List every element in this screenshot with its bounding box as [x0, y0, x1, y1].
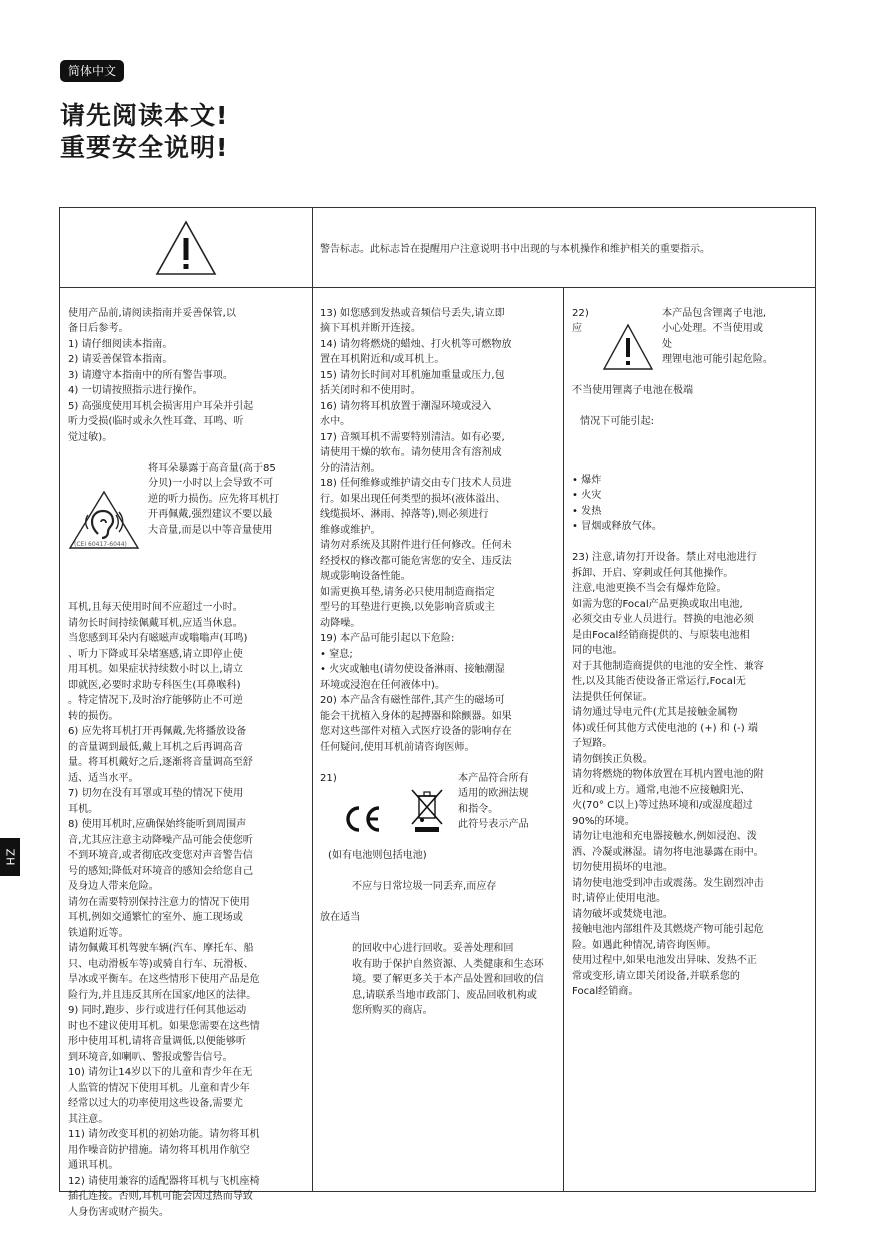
warning-symbol-cell [60, 208, 312, 287]
battery-warning-text: 本产品包含锂离子电池, 小心处理。不当使用或 处 理锂电池可能引起危险。 [662, 307, 774, 365]
row-divider [60, 287, 815, 288]
hearing-protection-icon [68, 475, 140, 547]
column-divider-2 [563, 287, 564, 1191]
safety-table [59, 207, 816, 1218]
hearing-warning-block [68, 461, 308, 585]
language-badge: 简体中文 [60, 60, 124, 82]
battery-extreme-conditions: 不当使用锂离子电池在极端 [572, 385, 694, 396]
col2-body: 13) 如您感到发热或音频信号丢失,请立即 摘下耳机并断开连接。 14) 请勿将燃烧的蜡烛、打火机等可燃物放 置在耳机附近和/或耳机上。 15) 请勿长时间对耳机施加重量或压力,包 括关闭时和不使用时。 16) 请勿将耳机放置于潮湿环境或浸入 水中。 17) 音频耳机不需要特别清洁。如有必要, 请使用干燥的软布。请勿使用含有溶剂成 分的清洁剂。 18) 任何维修或维护请交由专门技术人员进 行。如果出现任何类型的损坏(液体溢出、 线缆损坏、淋雨、掉落等),则必须进行 维修或维护。 请勿对系统及其附件进行任何修改。任何未 经授权的修改都可能危害您的安全、违反法 规或影响设备性能。 如需更换耳垫,请务必只使用制造商指定 型号的耳垫进行更换,以免影响音质或主 动降噪。 19) 本产品可能引起以下危险: • 窒息; • 火灾或触电(请勿使设备淋雨、接触潮湿 环境或浸泡在任何液体中)。 20) 本产品含有磁性部件,其产生的磁场可 能会干扰植入身体的起搏器和除颤器。如果 您对这些部件对植入式医疗设备的影响存在 任何疑问,使用耳机前请咨询医师。 [320, 307, 512, 753]
ce-compliance-block [320, 771, 560, 833]
col3-body: 23) 注意,请勿打开设备。禁止对电池进行 拆卸、开启、穿刺或任何其他操作。 注意,电池更换不当会有爆炸危险。 如需为您的Focal产品更换或取出电池, 必须交由专业人员进行。替换的电池必须 是由Focal经销商提供的、与原装电池相 同的电池。 对于其他制造商提供的电池的安全性、兼容 性,以及其能否使设备正常运行,Focal无 法提供任何保证。 请勿通过导电元件(尤其是接触金属物 体)或任何其他方式使电池的 (+) 和 (-) 端 子短路。 请勿倒挨正负极。 请勿将燃烧的物体放置在耳机内置电池的附 近和/或上方。通常,电池不应接触阳光、 火(70° C以上)等过热环境和/或湿度超过 90%的环境。 请勿让电池和充电器接触水,例如浸泡、泼 洒、冷凝或淋湿。请勿将电池暴露在雨中。 切勿使用损坏的电池。 请勿使电池受到冲击或震荡。发生剧烈冲击 时,请停止使用电池。 请勿破坏或焚烧电池。 接触电池内部组件及其燃烧产物可能引起危 险。如遇此种情况,请咨询医师。 使用过程中,如果电池发出异味、发热不正 常或变形,请立即关闭设备,并联系您的 Focal经销商。 [572, 552, 764, 997]
battery-warning-triangle-icon [602, 308, 654, 356]
ce-compliance-text: 本产品符合所有 适用的欧洲法规 和指令。 此符号表示产品 [458, 772, 529, 830]
weee-crossed-bin-icon [410, 773, 444, 819]
warning-triangle-icon [155, 220, 217, 276]
recycling-text: 的回收中心进行回收。妥善处理和回 收有助于保护自然资源、人类健康和生态环 境。要了解更多关于本产品处置和回收的信 息,请联系当地市政部门、废品回收机构或 您所购买的商店。 [352, 943, 544, 1016]
side-tab-label: ZH [3, 848, 17, 866]
battery-warning-block [572, 306, 810, 368]
hearing-icon-caption: (CEI 60417-6044) [74, 540, 127, 548]
disposal-text-2: 放在适当 [320, 912, 361, 923]
ce-mark-icon [342, 789, 382, 819]
column-1 [68, 290, 308, 1236]
col1-body: 耳机,且每天使用时间不应超过一小时。 请勿长时间持续佩戴耳机,应适当休息。 当您感到耳朵内有嗞嗞声或嗡嗡声(耳鸣) 、听力下降或耳朵堵塞感,请立即停止使 用耳机。如果症状持续数小时以上,请立 即就医,必要时求助专科医生(耳鼻喉科) 。特定情况下,及时治疗能够防止不可逆 转的损伤。 6) 应先将耳机打开再佩戴,先将播放设备 的音量调到最低,戴上耳机之后再调高音 量。将耳机戴好之后,逐渐将音量调高至舒 适、适当水平。 7) 切勿在没有耳罩或耳垫的情况下使用 耳机。 8) 使用耳机时,应确保始终能听到周围声 音,尤其应注意主动降噪产品可能会使您听 不到环境音,或者彻底改变您对声音警告信 号的感知;降低对环境音的感知会给您自己 及身边人带来危险。 请勿在需要特别保持注意力的情况下使用 耳机,例如交通繁忙的室外、施工现场或 铁道附近等。 请勿佩戴耳机驾驶车辆(汽车、摩托车、船 只、电动滑板车等)或骑自行车、玩滑板、 旱冰或平衡车。在这些情形下使用产品是危 险行为,并且违反其所在国家/地区的法律。 9) 同时,跑步、步行或进行任何其他运动 时也不建议使用耳机。如果您需要在这些情 形中使用耳机,请将音量调低,以便能够听 到环境音,如喇叭、警报或警告信号。 10) 请勿让14岁以下的儿童和青少年在无 人监管的情况下使用耳机。儿童和青少年 经常以过大的功率使用这些设备,需要尤 其注意。 11) 请勿改变耳机的初始功能。请勿将耳机 用作噪音防护措施。请勿将耳机用作航空 通讯耳机。 12) 请使用兼容的适配器将耳机与飞机座椅 插孔连接。否则,耳机可能会因过热而导致 人身伤害或财产损失。 [68, 602, 260, 1218]
disposal-text-1: 不应与日常垃圾一同丢弃,而应存 [352, 881, 497, 892]
item-22-number: 22) 应 [572, 307, 589, 334]
title-line-2: 重要安全说明! [60, 133, 229, 162]
battery-may-cause: 情况下可能引起: [580, 416, 655, 427]
battery-hazard-list: • 爆炸 • 火灾 • 发热 • 冒烟或释放气体。 [572, 474, 662, 532]
column-3 [572, 290, 810, 1015]
hearing-warning-text: 将耳朵暴露于高音量(高于85 分贝)一小时以上会导致不可 逆的听力损伤。应先将耳机打 开再佩戴,强烈建议不要以最 大音量,而是以中等音量使用 [148, 462, 280, 536]
item-21-number: 21) [320, 772, 337, 784]
column-2 [320, 290, 560, 1034]
battery-included-note: (如有电池则包括电池) [328, 850, 427, 861]
column-divider-1 [312, 208, 313, 1191]
title-line-1: 请先阅读本文! [60, 101, 229, 130]
language-side-tab [0, 838, 20, 876]
warning-description: 警告标志。此标志旨在提醒用户注意说明书中出现的与本机操作和维护相关的重要指示。 [320, 244, 710, 255]
page-title [60, 100, 228, 164]
col1-intro: 使用产品前,请阅读指南并妥善保管,以 备日后参考。 1) 请仔细阅读本指南。 2) 请妥善保管本指南。 3) 请遵守本指南中的所有警告事项。 4) 一切请按照指示进行操作。 5) 高强度使用耳机会损害用户耳朵并引起 听力受损(临时或永久性耳聋、耳鸣、听 觉过敏)。 [68, 307, 254, 443]
